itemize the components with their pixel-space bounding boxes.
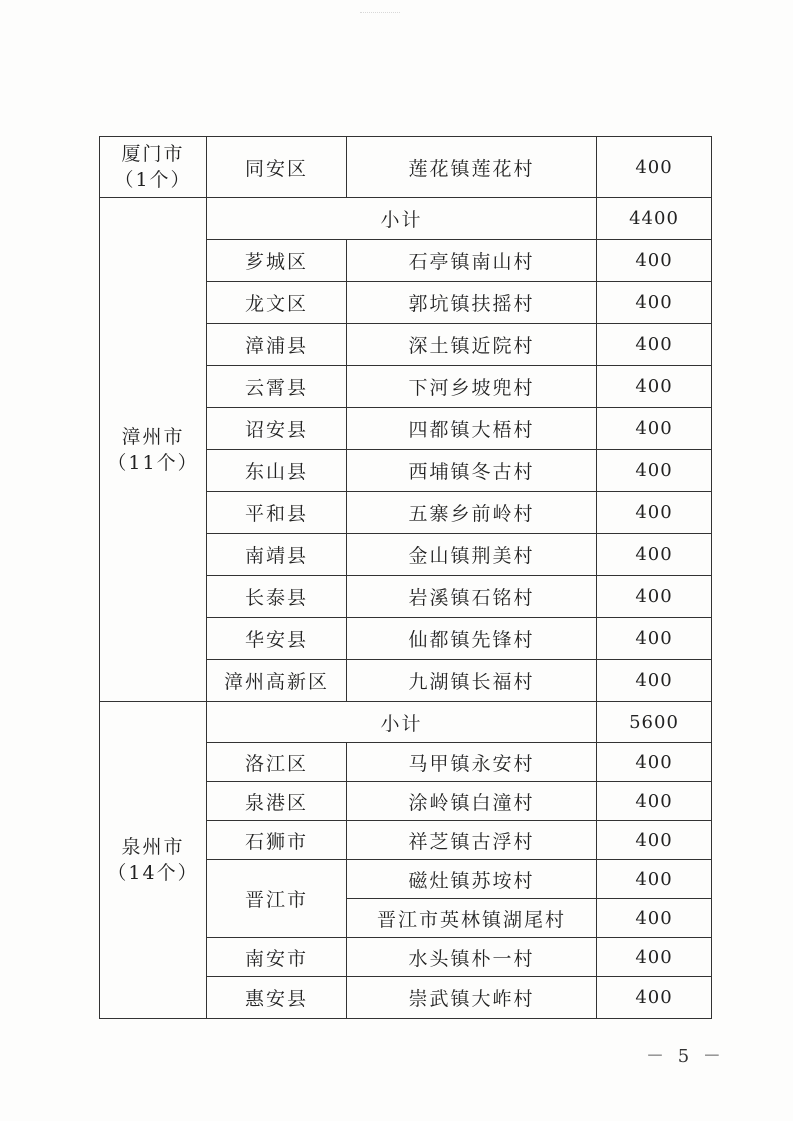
amount-cell: 400 — [597, 282, 712, 324]
amount-cell: 400 — [597, 860, 712, 899]
subtotal-value: 4400 — [597, 198, 712, 240]
district-cell: 龙文区 — [207, 282, 347, 324]
village-cell: 崇武镇大岞村 — [347, 977, 597, 1019]
village-cell: 深土镇近院村 — [347, 324, 597, 366]
amount-cell: 400 — [597, 137, 712, 198]
city-count: （14个） — [107, 862, 199, 884]
amount-cell: 400 — [597, 782, 712, 821]
village-cell: 涂岭镇白潼村 — [347, 782, 597, 821]
city-name: 厦门市 — [121, 143, 185, 165]
amount-cell: 400 — [597, 660, 712, 702]
village-cell: 西埔镇冬古村 — [347, 450, 597, 492]
district-cell: 同安区 — [207, 137, 347, 198]
village-cell: 四都镇大梧村 — [347, 408, 597, 450]
city-count: （11个） — [107, 451, 199, 474]
amount-cell: 400 — [597, 618, 712, 660]
subtotal-row — [100, 198, 712, 240]
amount-cell: 400 — [597, 534, 712, 576]
district-cell: 诏安县 — [207, 408, 347, 450]
page-number: － 5 － — [646, 1046, 725, 1067]
village-cell: 祥芝镇古浮村 — [347, 821, 597, 860]
district-cell: 南安市 — [207, 938, 347, 977]
amount-cell: 400 — [597, 240, 712, 282]
city-cell-xiamen — [100, 137, 207, 198]
village-cell: 九湖镇长福村 — [347, 660, 597, 702]
city-name: 泉州市 — [121, 836, 185, 858]
city-cell-quanzhou — [100, 702, 207, 1019]
subtotal-value: 5600 — [597, 702, 712, 743]
district-cell: 华安县 — [207, 618, 347, 660]
district-cell: 惠安县 — [207, 977, 347, 1019]
village-cell: 郭坑镇扶摇村 — [347, 282, 597, 324]
district-cell: 长泰县 — [207, 576, 347, 618]
district-cell: 石狮市 — [207, 821, 347, 860]
amount-cell: 400 — [597, 899, 712, 938]
scan-artifact — [360, 12, 400, 17]
city-count: （1个） — [114, 169, 192, 191]
amount-cell: 400 — [597, 821, 712, 860]
district-cell: 漳浦县 — [207, 324, 347, 366]
amount-cell: 400 — [597, 366, 712, 408]
village-cell: 马甲镇永安村 — [347, 743, 597, 782]
village-cell: 莲花镇莲花村 — [347, 137, 597, 198]
district-cell: 泉港区 — [207, 782, 347, 821]
amount-cell: 400 — [597, 408, 712, 450]
district-cell: 晋江市 — [207, 860, 347, 938]
table-row — [100, 137, 712, 198]
subtotal-label: 小计 — [207, 198, 597, 240]
amount-cell: 400 — [597, 324, 712, 366]
village-cell: 磁灶镇苏垵村 — [347, 860, 597, 899]
city-cell-zhangzhou — [100, 198, 207, 702]
village-allocation-table — [99, 136, 712, 1019]
district-cell: 南靖县 — [207, 534, 347, 576]
city-name: 漳州市 — [121, 425, 185, 448]
district-cell: 漳州高新区 — [207, 660, 347, 702]
village-cell: 水头镇朴一村 — [347, 938, 597, 977]
amount-cell: 400 — [597, 576, 712, 618]
amount-cell: 400 — [597, 743, 712, 782]
district-cell: 东山县 — [207, 450, 347, 492]
amount-cell: 400 — [597, 492, 712, 534]
district-cell: 洛江区 — [207, 743, 347, 782]
amount-cell: 400 — [597, 450, 712, 492]
village-cell: 金山镇荆美村 — [347, 534, 597, 576]
district-cell: 云霄县 — [207, 366, 347, 408]
village-cell: 五寨乡前岭村 — [347, 492, 597, 534]
subtotal-row — [100, 702, 712, 743]
amount-cell: 400 — [597, 938, 712, 977]
village-cell: 仙都镇先锋村 — [347, 618, 597, 660]
district-cell: 芗城区 — [207, 240, 347, 282]
district-cell: 平和县 — [207, 492, 347, 534]
village-cell: 晋江市英林镇湖尾村 — [347, 899, 597, 938]
village-cell: 下河乡坡兜村 — [347, 366, 597, 408]
village-cell: 岩溪镇石铭村 — [347, 576, 597, 618]
village-cell: 石亭镇南山村 — [347, 240, 597, 282]
subtotal-label: 小计 — [207, 702, 597, 743]
amount-cell: 400 — [597, 977, 712, 1019]
